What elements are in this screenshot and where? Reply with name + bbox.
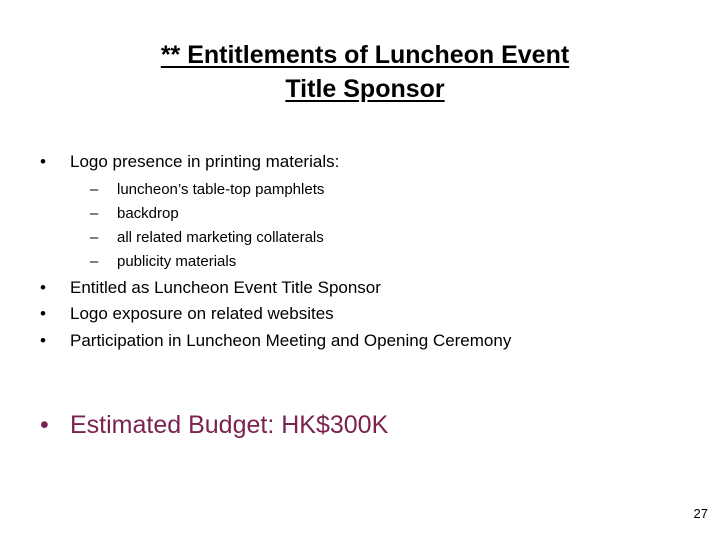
- title-line-2: Title Sponsor: [285, 75, 445, 103]
- bullet-marker: •: [40, 331, 46, 350]
- page-number: 27: [693, 506, 708, 521]
- slide-title: [40, 38, 690, 106]
- budget-text: Estimated Budget: HK$300K: [70, 411, 389, 439]
- sub-bullet-marker: –: [90, 229, 99, 246]
- sub-bullet-marker: –: [90, 205, 99, 222]
- sub-bullet-text: backdrop: [117, 205, 179, 222]
- title-line-1: ** Entitlements of Luncheon Event: [160, 41, 570, 69]
- budget-marker: •: [40, 411, 49, 439]
- bullet-text: Participation in Luncheon Meeting and Opening Ceremony: [70, 331, 512, 350]
- bullet-text: Logo exposure on related websites: [70, 304, 334, 323]
- bullet-marker: •: [40, 304, 46, 323]
- bullet-marker: •: [40, 152, 46, 171]
- bullet-text: Entitled as Luncheon Event Title Sponsor: [70, 278, 381, 297]
- bullet-text: Logo presence in printing materials:: [70, 152, 340, 171]
- sub-bullet-marker: –: [90, 181, 99, 198]
- sub-bullet-text: publicity materials: [117, 253, 237, 270]
- sub-bullet-text: all related marketing collaterals: [117, 229, 324, 246]
- sub-bullet-text: luncheon’s table-top pamphlets: [117, 181, 325, 198]
- sub-bullet-marker: –: [90, 253, 99, 270]
- bullet-marker: •: [40, 278, 46, 297]
